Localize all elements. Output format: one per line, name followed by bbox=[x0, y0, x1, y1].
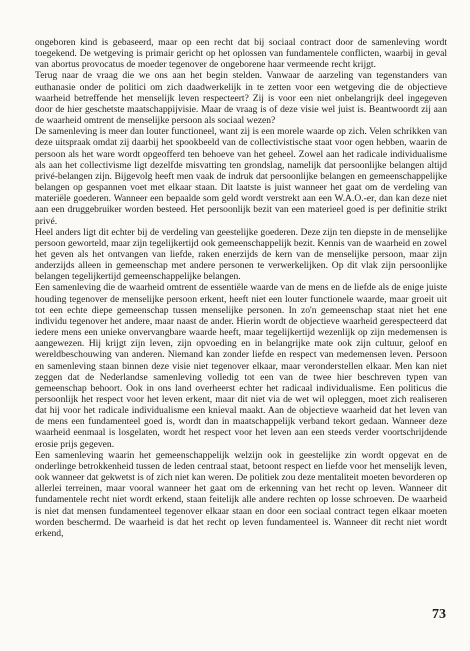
paragraph: Terug naar de vraag die we ons aan het begin stelden. Vanwaar de aarzeling van tegenstanders van euthanasie onder de politici om zich daadwerkelijk in te zetten voor een wetgeving die de objectieve waarheid betreffende het menselijk leven respecteert? Zij is voor een niet onbelangrijk deel ingegeven door de hier geschetste maatschappijvisie. Maar de vraag is of deze visie wel juist is. Beantwoordt zij aan de waarheid omtrent de menselijke persoon als sociaal wezen? bbox=[35, 70, 447, 127]
paragraph: Heel anders ligt dit echter bij de verdeling van geestelijke goederen. Deze zijn ten diepste in de menselijke persoon geworteld, maar zijn tegelijkertijd ook gemeenschappelijk bezit. Kennis van de waarheid en zowel het geven als het ontvangen van liefde, raken enerzijds de kern van de menselijke persoon, maar zijn anderzijds alleen in gemeenschap met andere personen te verwerkelijken. Op dit vlak zijn persoonlijke belangen tegelijkertijd gemeenschappelijke belangen. bbox=[35, 226, 447, 283]
page-number: 73 bbox=[432, 607, 446, 622]
paragraph: De samenleving is meer dan louter functioneel, want zij is een morele waarde op zich. Velen schrikken van deze uitspraak omdat zij daarbij het spookbeeld van de collectivistische staat voor ogen hebben, waarin de persoon als het ware wordt opgeofferd ten behoeve van het geheel. Zowel aan het radicale individualisme als aan het collectivisme ligt dezelfde misvatting ten grondslag, namelijk dat persoonlijke belangen altijd privé-belangen zijn. Bijgevolg heeft men vaak de indruk dat persoonlijke belangen en gemeenschappelijke belangen op gespannen voet met elkaar staan. Dit laatste is juist wanneer het gaat om de verdeling van materiële goederen. Wanneer een bepaalde som geld wordt verstrekt aan een W.A.O.-er, dan kan deze niet aan een druggebruiker worden besteed. Het persoonlijk bezit van een materieel goed is per definitie strikt privé. bbox=[35, 126, 447, 227]
document-body bbox=[35, 37, 447, 539]
paragraph: ongeboren kind is gebaseerd, maar op een recht dat bij sociaal contract door de samenleving wordt toegekend. De wetgeving is primair gericht op het oplossen van fundamentele conflicten, waarbij in geval van abortus provocatus de moeder tegenover de ongeborene haar vermeende recht krijgt. bbox=[35, 37, 447, 71]
paragraph: Een samenleving die de waarheid omtrent de essentiële waarde van de mens en de liefde als de enige juiste houding tegenover de menselijke persoon erkent, heeft niet een louter functionele waarde, maar groeit uit tot een echte diepe gemeenschap tussen menselijke personen. In zo'n gemeenschap staat niet het ene individu tegenover het andere, maar naast de ander. Hierin wordt de objectieve waarheid gerespecteerd dat iedere mens een unieke onvervangbare waarde heeft, maar tegelijkertijd wezenlijk op zijn medemensen is aangewezen. Hij krijgt zijn leven, zijn opvoeding en in belangrijke mate ook zijn cultuur, geloof en wereldbeschouwing van anderen. Niemand kan zonder liefde en respect van medemensen leven. Persoon en samenleving staan binnen deze visie niet tegenover elkaar, maar veronderstellen elkaar. Men kan niet zeggen dat de Nederlandse samenleving volledig tot een van de twee hier beschreven typen van gemeenschap behoort. Ook in ons land overheerst echter het radicaal individualisme. Een politicus die persoonlijk het respect voor het leven erkent, maar dit niet via de wet wil opleggen, moet zich realiseren dat hij voor het radicale individualisme een knieval maakt. Aan de objectieve waarheid dat het leven van de mens een fundamenteel goed is, wordt dan in maatschappelijk verband tekort gedaan. Wanneer deze waarheid eenmaal is losgelaten, wordt het respect voor het leven aan een steeds verder voortschrijdende erosie prijs gegeven. bbox=[35, 282, 447, 450]
paragraph: Een samenleving waarin het gemeenschappelijk welzijn ook in geestelijke zin wordt opgevat en de onderlinge betrokkenheid tussen de leden centraal staat, betoont respect en liefde voor het menselijk leven, ook wanneer dat gekwetst is of zich niet kan weren. De politiek zou deze mentaliteit moeten bevorderen op allerlei terreinen, maar vooral wanneer het gaat om de erkenning van het recht op leven. Wanneer dit fundamentele recht niet wordt erkend, staan feitelijk alle andere rechten op losse schroeven. De waarheid is niet dat mensen fundamenteel tegenover elkaar staan en door een sociaal contract tegen elkaar moeten worden beschermd. De waarheid is dat het recht op leven fundamenteel is. Wanneer dit recht niet wordt erkend, bbox=[35, 449, 447, 539]
